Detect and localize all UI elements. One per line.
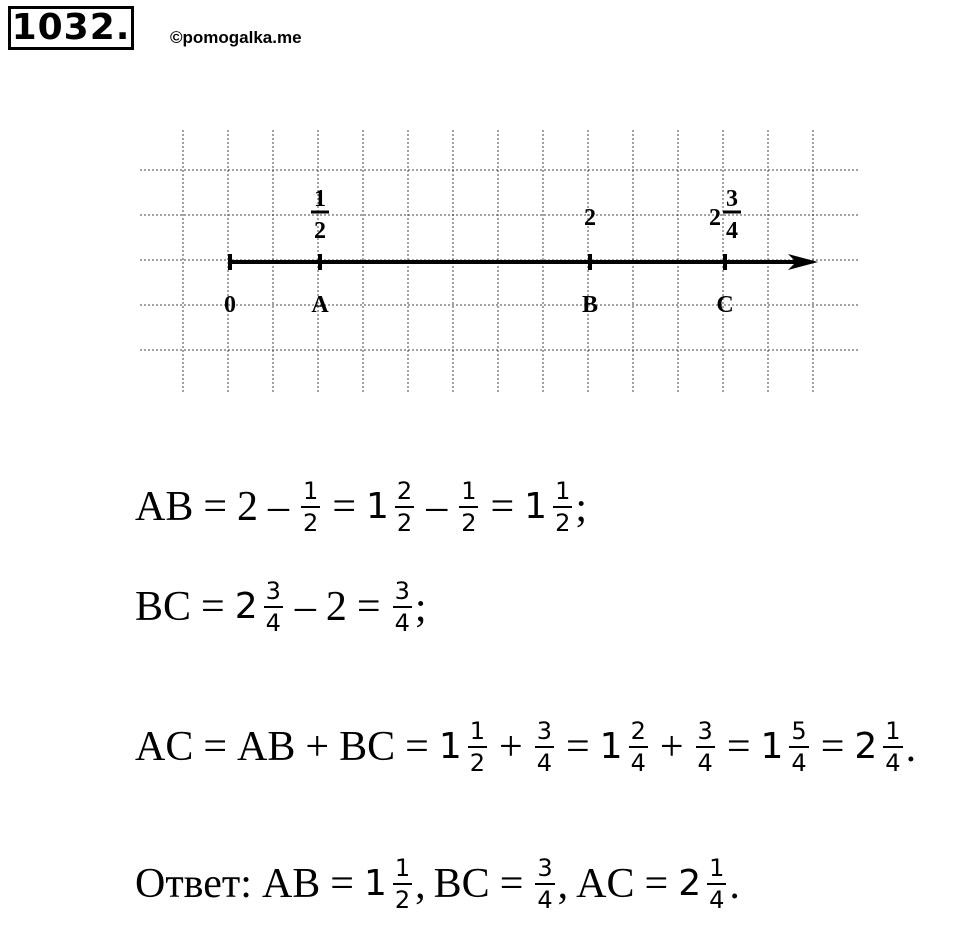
answer-line: [135, 855, 740, 914]
denominator: 2: [461, 509, 477, 538]
whole-part: 1: [599, 726, 623, 768]
minus-sign: –: [268, 484, 290, 531]
answer-ac-label: AC: [576, 861, 635, 908]
fraction: [553, 478, 572, 537]
comma: ,: [557, 861, 569, 908]
numerator: 2: [629, 718, 648, 748]
exercise-number: 1032.: [8, 6, 134, 50]
denominator: 4: [709, 886, 725, 915]
period: .: [729, 861, 740, 908]
tick-whole: 2: [584, 205, 596, 231]
tick-whole: 2: [709, 205, 721, 231]
plus-sign: +: [305, 724, 330, 771]
equals-sign: =: [203, 484, 228, 531]
whole-part: 2: [234, 586, 258, 628]
equals-sign: =: [356, 584, 381, 631]
plus-sign: +: [499, 724, 523, 771]
answer-ab-label: AB: [261, 861, 321, 908]
ac-lhs: AC: [135, 724, 194, 771]
equals-sign: =: [644, 861, 669, 908]
denominator: 2: [469, 749, 485, 778]
denominator: 4: [630, 749, 646, 778]
fraction: [696, 718, 715, 777]
comma: ,: [415, 861, 426, 908]
equals-sign: =: [203, 724, 228, 771]
whole-part: 1: [760, 726, 784, 768]
fraction: [459, 478, 478, 537]
whole-part: 2: [678, 863, 702, 905]
numerator: 3: [393, 578, 412, 608]
site-watermark: ©pomogalka.me: [170, 28, 302, 47]
point-letter: 0: [224, 292, 236, 318]
fraction: [629, 718, 648, 777]
whole-part: 1: [363, 863, 387, 905]
tick-denominator: 2: [314, 218, 326, 244]
denominator: 2: [303, 509, 319, 538]
equals-sign: =: [490, 484, 515, 531]
equation-bc: [135, 578, 427, 637]
equals-sign: =: [332, 484, 357, 531]
numerator: 1: [393, 855, 412, 885]
fraction: [395, 478, 414, 537]
numerator: 1: [883, 718, 902, 748]
whole-part: 1: [524, 486, 548, 528]
fraction: [393, 855, 412, 914]
numerator: 1: [468, 718, 487, 748]
bc-lhs: BC: [135, 584, 192, 631]
equals-sign: =: [820, 724, 845, 771]
fraction: [264, 578, 283, 637]
ab-lhs: AB: [135, 484, 194, 531]
equals-sign: =: [330, 861, 354, 908]
denominator: 2: [394, 886, 411, 915]
number-line-figure: [0, 120, 960, 410]
fraction: [789, 718, 808, 777]
fraction: [393, 578, 412, 637]
semicolon: ;: [575, 484, 588, 531]
fraction: [301, 478, 320, 537]
denominator: 4: [394, 609, 410, 638]
numerator: 3: [696, 718, 715, 748]
equals-sign: =: [499, 861, 524, 908]
equals-sign: =: [201, 584, 225, 631]
numerator: 5: [789, 718, 808, 748]
point-letter: C: [716, 292, 734, 318]
fraction: [883, 718, 902, 777]
denominator: 4: [791, 749, 807, 778]
semicolon: ;: [414, 584, 427, 631]
numerator: 1: [301, 478, 320, 508]
tick-marks: [224, 186, 741, 318]
period: .: [905, 724, 917, 771]
minus-sign: –: [294, 584, 316, 631]
fraction: [707, 855, 726, 914]
answer-word: Ответ:: [135, 861, 252, 908]
denominator: 2: [396, 509, 413, 538]
fraction: [535, 855, 554, 914]
point-letter: A: [311, 292, 329, 318]
tick-numerator: 1: [314, 186, 326, 212]
whole-part: 1: [366, 486, 389, 528]
answer-bc-label: BC: [433, 861, 490, 908]
numerator: 3: [535, 718, 554, 748]
equals-sign: =: [726, 724, 751, 771]
numerator: 3: [535, 855, 554, 885]
numerator: 1: [707, 855, 726, 885]
numerator: 1: [459, 478, 478, 508]
denominator: 4: [885, 749, 901, 778]
ac-term-ab: AB: [237, 724, 296, 771]
denominator: 4: [265, 609, 281, 638]
equals-sign: =: [565, 724, 590, 771]
denominator: 2: [555, 509, 571, 538]
ab-term-a: 2: [237, 484, 259, 531]
point-letter: B: [581, 292, 599, 318]
whole-part: 2: [854, 726, 878, 768]
ac-term-bc: BC: [339, 724, 396, 771]
bc-term-b: 2: [325, 584, 347, 631]
denominator: 4: [536, 749, 552, 778]
numerator: 1: [553, 478, 572, 508]
tick-denominator: 4: [726, 218, 738, 244]
plus-sign: +: [659, 724, 684, 771]
fraction: [535, 718, 554, 777]
numerator: 2: [395, 478, 414, 508]
numerator: 3: [264, 578, 283, 608]
whole-part: 1: [438, 726, 462, 768]
equation-ab: [135, 478, 587, 537]
denominator: 4: [537, 886, 553, 915]
denominator: 4: [697, 749, 713, 778]
tick-numerator: 3: [726, 186, 738, 212]
equation-ac: [135, 718, 916, 777]
fraction: [468, 718, 487, 777]
minus-sign: –: [426, 484, 448, 531]
equals-sign: =: [405, 724, 429, 771]
